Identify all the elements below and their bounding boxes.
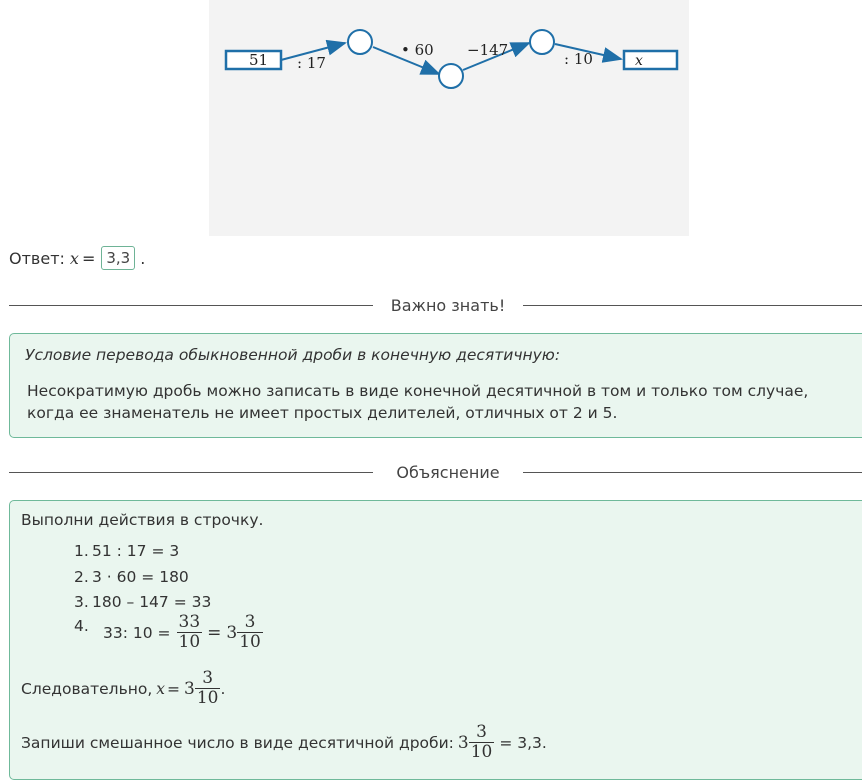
end-box bbox=[624, 51, 677, 69]
important-divider-label: Важно знать! bbox=[390, 296, 506, 315]
fraction: $\frac{3}{10}$ bbox=[470, 722, 493, 762]
step-item: 2. 3 · 60 = 180 bbox=[74, 567, 189, 586]
op-minus-147: −147 bbox=[467, 41, 509, 59]
circle-2 bbox=[439, 64, 463, 88]
op-divide-17: : 17 bbox=[297, 54, 326, 72]
step-item: 3. 180 – 147 = 33 bbox=[74, 593, 212, 611]
explanation-divider-label: Объяснение bbox=[396, 463, 500, 482]
important-title: Условие перевода обыкновенной дроби в конечную десятичную: bbox=[25, 346, 561, 364]
circle-1 bbox=[348, 30, 372, 54]
explanation-box bbox=[9, 500, 862, 780]
answer-row bbox=[9, 244, 145, 272]
answer-label: Ответ: bbox=[9, 248, 65, 268]
important-divider bbox=[9, 296, 862, 316]
final-conversion: Запиши смешанное число в виде десятичной дроби: 3 $\frac{3}{10}$ = 3,3. bbox=[21, 722, 547, 762]
explanation-intro: Выполни действия в строчку. bbox=[21, 511, 264, 529]
divider-line bbox=[9, 472, 373, 473]
fraction: $\frac{33}{10}$ bbox=[178, 612, 201, 652]
important-body: Несократимую дробь можно записать в виде конечной десятичной в том и только том случае, когда ее знаменатель не имеет простых делителей, отличных от 2 и 5. bbox=[27, 382, 809, 422]
op-multiply-60: • 60 bbox=[401, 41, 434, 59]
answer-variable: x bbox=[69, 248, 79, 268]
step-number: 4. bbox=[74, 617, 89, 635]
answer-period: . bbox=[140, 248, 146, 268]
divider-line bbox=[523, 305, 862, 306]
explanation-divider bbox=[9, 463, 862, 483]
diagram-svg bbox=[209, 0, 689, 236]
steps-list bbox=[74, 539, 211, 616]
operation-chain-diagram bbox=[209, 0, 689, 236]
divider-line bbox=[9, 305, 373, 306]
important-box bbox=[9, 333, 862, 438]
conclusion: Следовательно, x = 3 $\frac{3}{10}$ . bbox=[21, 668, 226, 708]
start-value: 51 bbox=[249, 51, 269, 69]
step-4-expression: 33: 10 = $\frac{33}{10}$ = 3 $\frac{3}{10}$ bbox=[103, 612, 261, 652]
answer-input[interactable]: 3,3 bbox=[101, 246, 135, 270]
end-value: x bbox=[635, 53, 643, 69]
fraction: $\frac{3}{10}$ bbox=[239, 612, 261, 652]
divider-line bbox=[523, 472, 862, 473]
fraction: $\frac{3}{10}$ bbox=[196, 668, 219, 708]
circle-3 bbox=[530, 30, 554, 54]
op-divide-10: : 10 bbox=[564, 50, 593, 68]
answer-equals: = bbox=[81, 248, 96, 268]
step-item: 1. 51 : 17 = 3 bbox=[74, 542, 180, 560]
